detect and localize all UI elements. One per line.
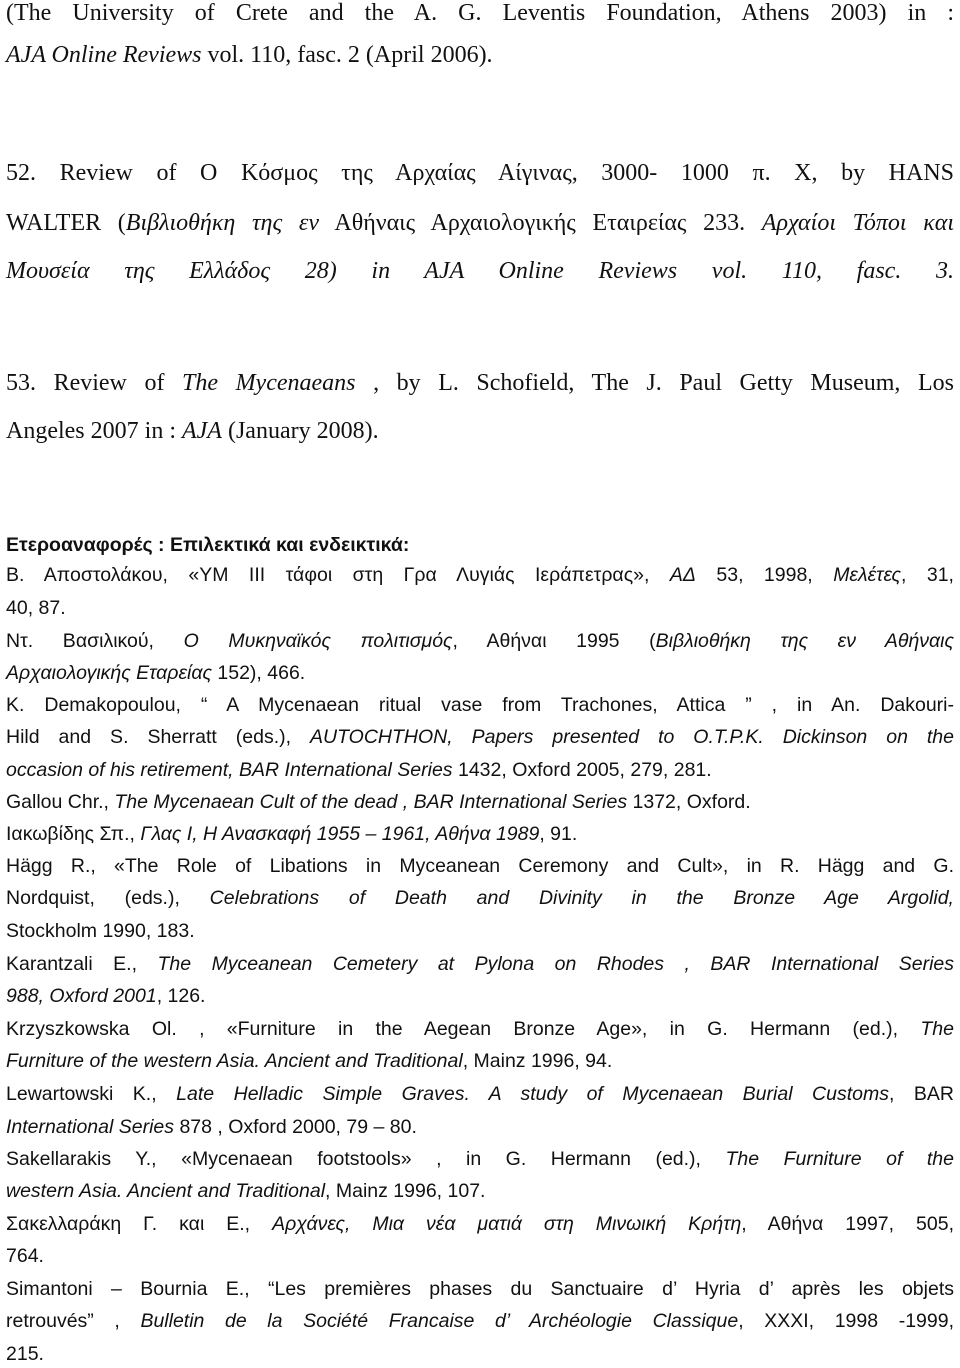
italic-text: western Asia. Ancient and Traditional [6,1180,326,1202]
text-run: Αθήναις Αρχαιολογικής Εταιρείας 233. [319,210,762,236]
text-run: 52. Review of Ο Κόσμος της Αρχαίας Αίγινας, 3000- 1000 π. Χ, by HANS [6,160,954,186]
text-run: vol. 110, fasc. 2 (April 2006). [201,42,493,68]
reference-line [6,953,954,976]
text-run: , Mainz 1996, 94. [462,1050,613,1072]
reference-line [6,694,954,717]
serif-line [6,0,954,27]
italic-text: Μουσεία της Ελλάδος 28) in AJA Online Reviews vol. 110, fasc. 3. [6,258,954,284]
text-run: Karantzali E., [6,953,158,975]
italic-text: Ο Μυκηναϊκός πολιτισμός [183,630,453,652]
reference-line [6,1116,954,1139]
text-run: Sakellarakis Y., «Mycenaean footstools» , in G. Hermann (ed.), [6,1148,726,1170]
text-run: Krzyszkowska Ol. , «Furniture in the Aegean Bronze Age», in G. Hermann (ed.), [6,1018,921,1040]
text-run: retrouvés” , [6,1310,141,1332]
text-run: (The University of Crete and the A. G. Leventis Foundation, Athens 2003) in : [6,0,954,26]
italic-text: Celebrations of Death and Divinity in the Bronze Age Argolid, [209,887,954,909]
reference-line [6,759,954,782]
italic-text: Βιβλιοθήκη της εν [125,210,319,236]
reference-line [6,630,954,653]
text-run: 53. Review of [6,370,182,396]
italic-text: Μελέτες [833,564,901,586]
italic-text: The Myceanean Cemetery at Pylona on Rhodes , BAR International Series [157,953,955,975]
text-run: 53, 1998, [695,564,834,586]
italic-text: ΑΔ [669,564,696,586]
text-run: Hild and S. Sherratt (eds.), [6,726,311,748]
reference-line [6,1310,954,1333]
text-run: 215. [6,1343,44,1365]
serif-line [6,210,954,237]
reference-line [6,823,954,846]
text-run: , 91. [539,823,578,845]
reference-line [6,1245,954,1268]
text-run: 152), 466. [211,662,306,684]
text-run: WALTER ( [6,210,126,236]
italic-text: AJA Online Reviews [6,42,202,68]
italic-text: The Furniture of the [725,1148,954,1170]
text-run: , BAR [888,1083,955,1105]
reference-line [6,1213,954,1236]
reference-line [6,726,954,749]
reference-line [6,920,954,943]
text-run: Lewartowski K., [6,1083,177,1105]
reference-line [6,855,954,878]
text-run: , by L. Schofield, The J. Paul Getty Museum, Los [355,370,954,396]
serif-line [6,418,954,445]
italic-text: Late Helladic Simple Graves. A study of Mycenaean Burial Customs [176,1083,889,1105]
reference-line [6,985,954,1008]
reference-line [6,564,954,587]
italic-text: AJA [181,418,222,444]
text-run: 40, 87. [6,597,66,619]
serif-line [6,160,954,187]
reference-line [6,1148,954,1171]
italic-text: The Mycenaeans [182,370,356,396]
section-heading: Ετεροαναφορές : Επιλεκτικά και ενδεικτικά: [6,534,410,556]
text-run: Simantoni – Bournia E., “Les premières phases du Sanctuaire d’ Hyria d’ après les objets [6,1278,954,1300]
text-run: (January 2008). [221,418,379,444]
reference-line [6,1050,954,1073]
text-run: 878 , Oxford 2000, 79 – 80. [174,1116,417,1138]
reference-line [6,1083,954,1106]
italic-text: The [920,1018,954,1040]
reference-line [6,1343,954,1366]
text-run: Ιακωβίδης Σπ., [6,823,141,845]
serif-line [6,258,954,285]
reference-line [6,1018,954,1041]
italic-text: Αρχαιολογικής Εταρείας [6,662,212,684]
reference-line [6,662,954,685]
reference-line [6,1180,954,1203]
text-run: 1372, Oxford. [627,791,751,813]
text-run: Σακελλαράκη Γ. και Ε., [6,1213,273,1235]
italic-text: 988, Oxford 2001 [6,985,157,1007]
text-run: , Αθήναι 1995 ( [452,630,656,652]
text-run: , XXXI, 1998 -1999, [738,1310,954,1332]
text-run: K. Demakopoulou, “ A Mycenaean ritual vase from Trachones, Attica ” , in An. Dakouri- [6,694,954,716]
reference-line [6,1278,954,1301]
italic-text: International Series [6,1116,175,1138]
italic-text: Bulletin de la Société Francaise d’ Archéologie Classique [140,1310,739,1332]
italic-text: Βιβλιοθήκη της εν Αθήναις [655,630,954,652]
text-run: Stockholm 1990, 183. [6,920,195,942]
text-run: Β. Αποστολάκου, «ΥΜ ΙΙΙ τάφοι στη Γρα Λυγιάς Ιεράπετρας», [6,564,670,586]
italic-text: Αρχαίοι Τόποι και [761,210,955,236]
serif-line [6,42,954,69]
italic-text: Αρχάνες, Μια νέα ματιά στη Μινωική Κρήτη [272,1213,742,1235]
italic-text: occasion of his retirement, BAR International Series [6,759,453,781]
serif-line [6,370,954,397]
text-run: Nordquist, (eds.), [6,887,210,909]
text-run: Gallou Chr., [6,791,115,813]
italic-text: AUTOCHTHON, Papers presented to O.T.P.K. Dickinson on the [310,726,954,748]
text-run: Ντ. Βασιλικού, [6,630,184,652]
italic-text: Furniture of the western Asia. Ancient and Traditional [6,1050,463,1072]
italic-text: Γλας Ι, Η Ανασκαφή 1955 – 1961, Αθήνα 1989 [140,823,540,845]
text-run: , Mainz 1996, 107. [325,1180,486,1202]
italic-text: The Mycenaean Cult of the dead , BAR International Series [114,791,628,813]
text-run: 1432, Oxford 2005, 279, 281. [452,759,712,781]
reference-line [6,887,954,910]
reference-line [6,597,954,620]
text-run: Hägg R., «The Role of Libations in Myceanean Ceremony and Cult», in R. Hägg and G. [6,855,954,877]
text-run: Angeles 2007 in : [6,418,182,444]
text-run: 764. [6,1245,44,1267]
text-run: , Αθήνα 1997, 505, [741,1213,954,1235]
text-run: , 126. [156,985,206,1007]
reference-line [6,791,954,814]
text-run: , 31, [901,564,954,586]
